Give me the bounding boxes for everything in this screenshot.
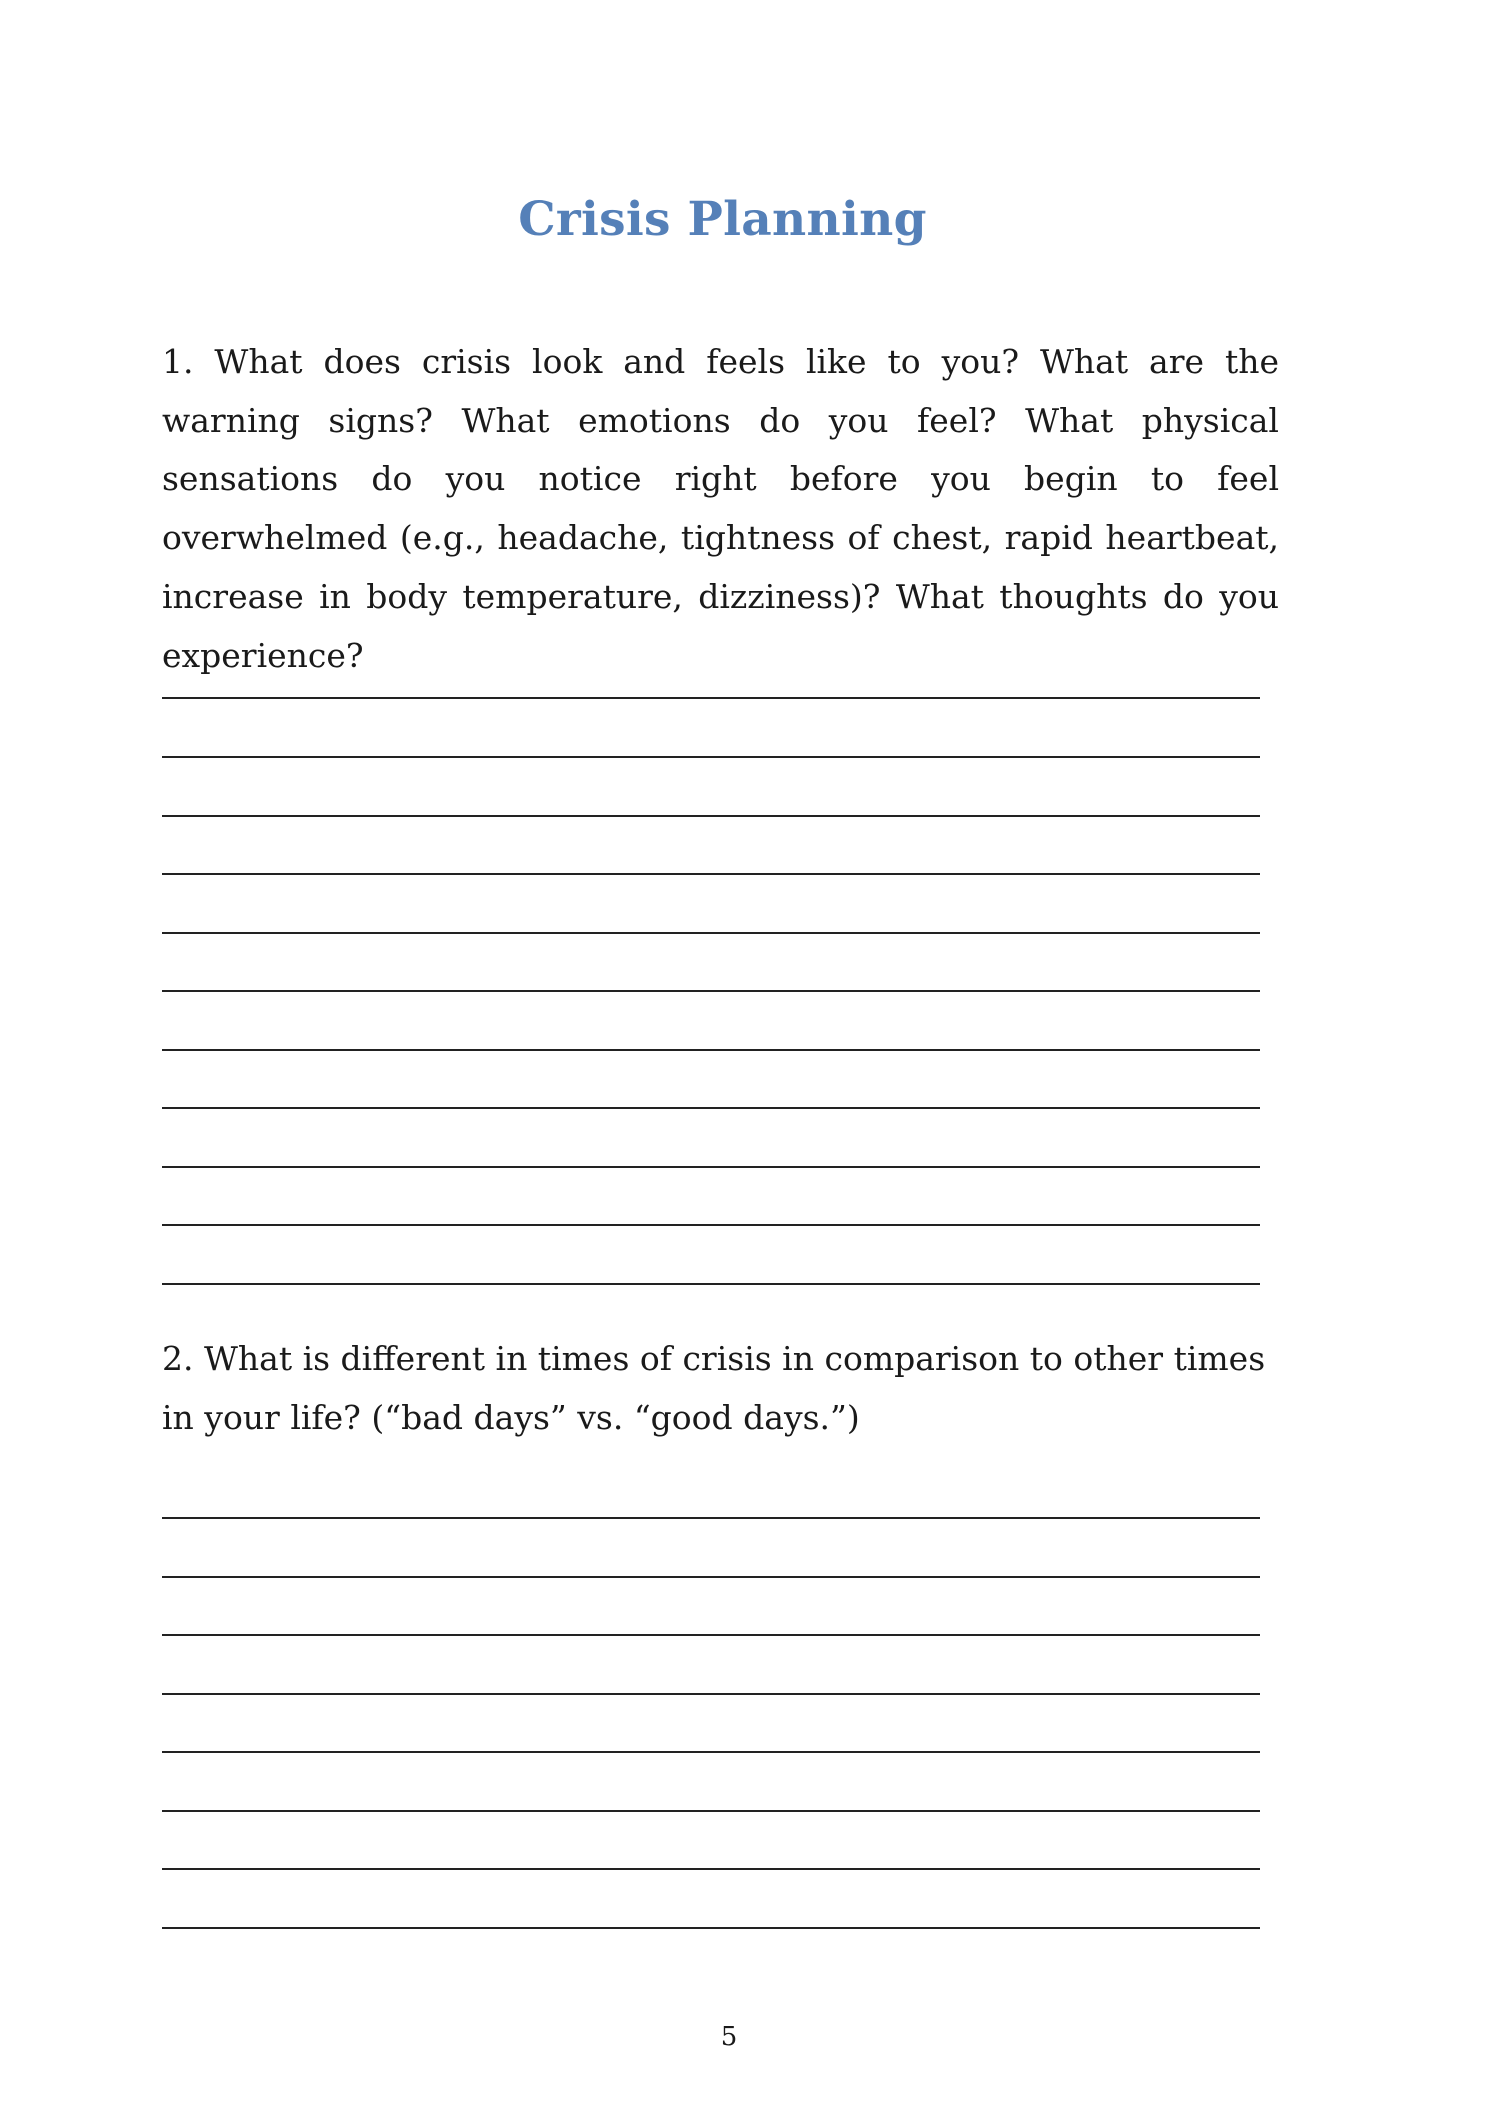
question-2: 2. What is different in times of crisis in comparison to other times in your life? (“bad days” vs. “good days.”) <box>162 1339 1266 1437</box>
answer-line[interactable] <box>162 873 1260 875</box>
question-1: 1. What does crisis look and feels like to you? What are the warning signs? What emotions do you feel? What physical sensations do you notice right before you begin to feel overwhelmed (e.g., headache, tightness of chest, rapid heartbeat, increase in body temperature, dizziness)? What thoughts do you experience? <box>162 342 1279 675</box>
answer-line[interactable] <box>162 1517 1260 1519</box>
answer-line[interactable] <box>162 1224 1260 1226</box>
answer-line[interactable] <box>162 1576 1260 1578</box>
answer-line[interactable] <box>162 990 1260 992</box>
page-title: Crisis Planning <box>518 192 927 247</box>
answer-line[interactable] <box>162 1166 1260 1168</box>
answer-line[interactable] <box>162 932 1260 934</box>
answer-line[interactable] <box>162 1283 1260 1285</box>
answer-line[interactable] <box>162 756 1260 758</box>
answer-line[interactable] <box>162 1693 1260 1695</box>
answer-line[interactable] <box>162 1927 1260 1929</box>
answer-line[interactable] <box>162 1107 1260 1109</box>
answer-line[interactable] <box>162 1049 1260 1051</box>
answer-line[interactable] <box>162 697 1260 699</box>
answer-line[interactable] <box>162 815 1260 817</box>
answer-line[interactable] <box>162 1751 1260 1753</box>
answer-line[interactable] <box>162 1634 1260 1636</box>
page-number: 5 <box>720 2022 738 2052</box>
answer-line[interactable] <box>162 1810 1260 1812</box>
answer-line[interactable] <box>162 1868 1260 1870</box>
